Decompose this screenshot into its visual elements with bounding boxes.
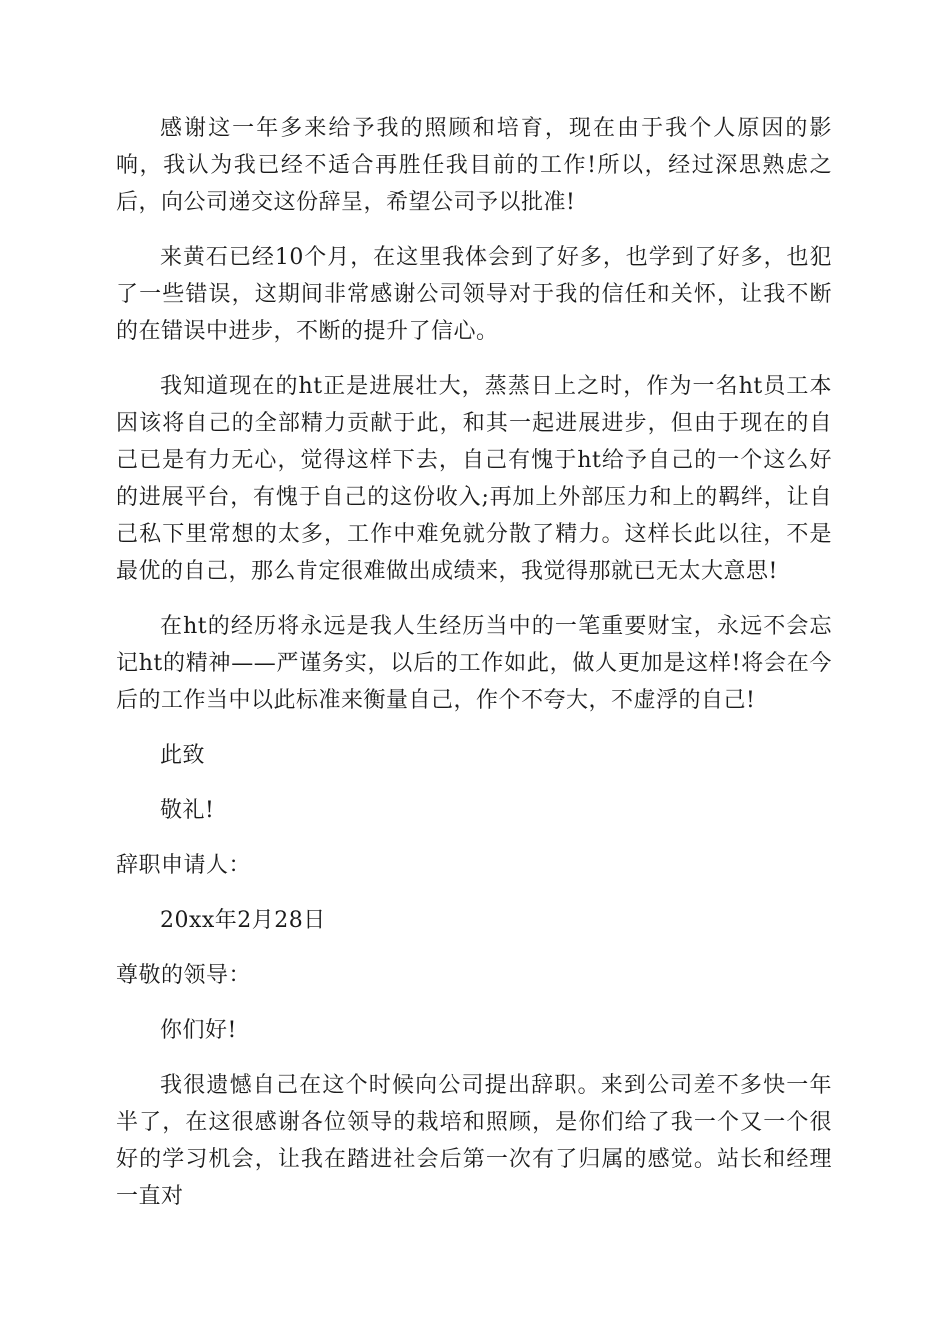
date-text: 20xx年2月28日 <box>160 908 326 933</box>
paragraph-reflection: 在ht的经历将永远是我人生经历当中的一笔重要财宝，永远不会忘记ht的精神——严谨务实，以后的工作如此，做人更加是这样!将会在今后的工作当中以此标准来衡量自己，作个不夸大，不虚浮的自己! <box>116 614 832 713</box>
paragraph-letter2-intro: 我很遗憾自己在这个时候向公司提出辞职。来到公司差不多快一年半了，在这很感谢各位领导的栽培和照顾，是你们给了我一个又一个很好的学习机会，让我在踏进社会后第一次有了归属的感觉。站长和经理一直对 <box>116 1073 832 1209</box>
greeting-recipient: 尊敬的领导： <box>116 963 252 988</box>
document-page <box>116 110 832 1233</box>
closing-text: 此致 <box>160 743 206 768</box>
paragraph-experience: 来黄石已经10个月，在这里我体会到了好多，也学到了好多，也犯了一些错误，这期间非常感谢公司领导对于我的信任和关怀，让我不断的在错误中进步，不断的提升了信心。 <box>116 245 832 344</box>
paragraph-gratitude: 感谢这一年多来给予我的照顾和培育，现在由于我个人原因的影响，我认为我已经不适合再胜任我目前的工作!所以，经过深思熟虑之后，向公司递交这份辞呈，希望公司予以批准! <box>116 116 832 215</box>
salute-text: 敬礼! <box>160 798 215 823</box>
greeting-hello: 你们好! <box>160 1018 237 1043</box>
signer-label: 辞职申请人： <box>116 853 252 878</box>
paragraph-reasons: 我知道现在的ht正是进展壮大，蒸蒸日上之时，作为一名ht员工本因该将自己的全部精力贡献于此，和其一起进展进步，但由于现在的自己已是有力无心，觉得这样下去，自己有愧于ht给予自己的一个这么好的进展平台，有愧于自己的这份收入;再加上外部压力和上的羁绊，让自己私下里常想的太多，工作中难免就分散了精力。这样长此以往，不是最优的自己，那么肯定很难做出成绩来，我觉得那就已无太大意思! <box>116 374 832 584</box>
